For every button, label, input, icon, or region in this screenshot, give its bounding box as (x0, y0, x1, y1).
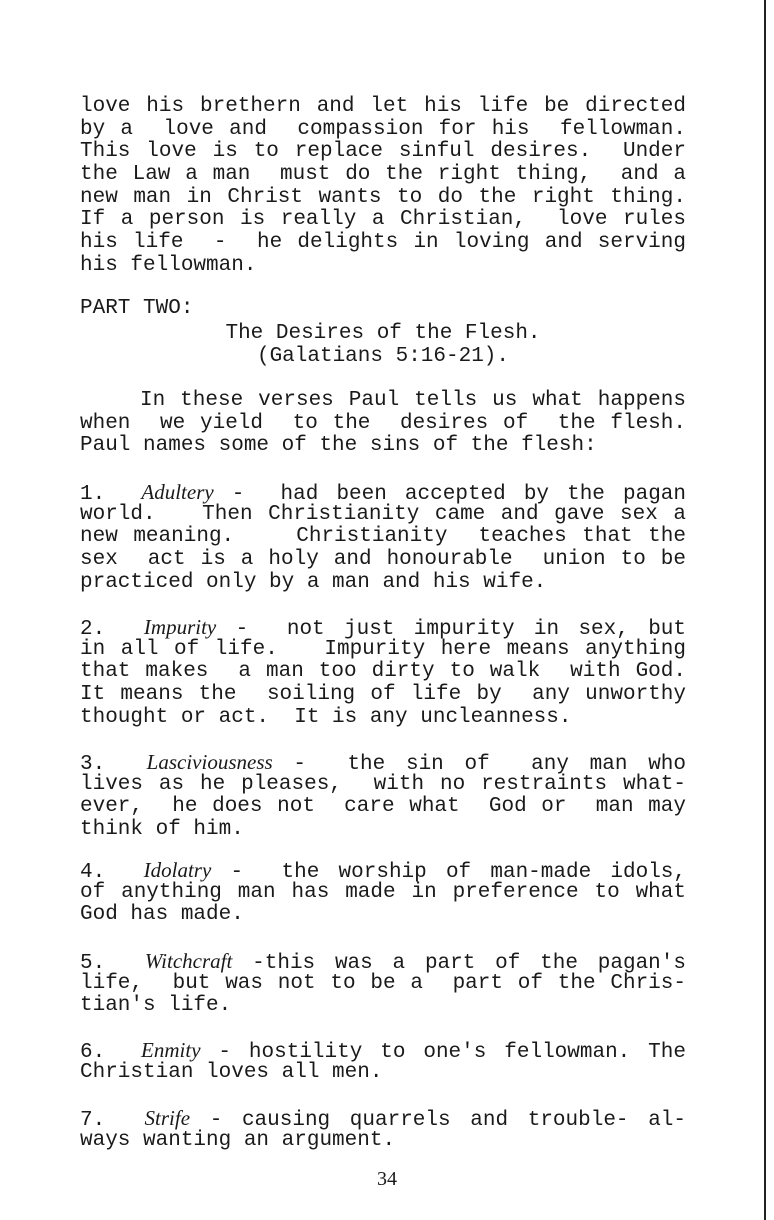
item-text: - causing quarrels and trouble- al- (209, 1109, 686, 1132)
text-line: new man in Christ wants to do the right thing. (80, 185, 686, 209)
item-term: Idolatry (143, 858, 212, 882)
text-line: his fellowman. (80, 253, 257, 277)
item-text: - hostility to one's fellowman. The (218, 1041, 686, 1064)
text-line: the Law a man must do the right thing, and a (80, 163, 686, 187)
text-line: ways wanting an argument. (80, 1128, 396, 1152)
text-line: sex act is a holy and honourable union to be (80, 548, 686, 572)
item-number: 1. (80, 483, 106, 506)
page-edge (764, 0, 766, 1220)
item-first-line (80, 859, 686, 882)
list-item (80, 1107, 686, 1152)
item-text: - the worship of man-made idols, (230, 861, 686, 884)
text-line: It means the soiling of life by any unworthy (80, 683, 686, 707)
item-number: 2. (80, 618, 106, 641)
part-heading (80, 298, 686, 321)
text-line: of anything man has made in preference to what (80, 880, 686, 904)
item-term: Lasciviousness (146, 750, 273, 774)
page-number: 34 (377, 1168, 397, 1190)
lead-paragraph (80, 390, 686, 458)
text-line: when we yield to the desires of the flesh. (80, 411, 686, 435)
item-first-line (80, 1039, 686, 1062)
item-term: Impurity (143, 615, 217, 639)
item-text: - not just impurity in sex, but (235, 618, 686, 641)
item-term: Adultery (141, 480, 214, 504)
item-number: 5. (80, 952, 106, 975)
text-line: Paul names some of the sins of the flesh: (80, 434, 597, 458)
item-term: Witchcraft (144, 949, 233, 973)
text-line: ever, he does not care what God or man may (80, 795, 686, 819)
text-line: new meaning. Christianity teaches that the (80, 525, 686, 549)
text-line: lives as he pleases, with no restraints what- (80, 772, 686, 796)
text-line: tian's life. (80, 994, 232, 1018)
item-number: 6. (80, 1041, 106, 1064)
item-number: 7. (80, 1109, 106, 1132)
text-line: God has made. (80, 903, 244, 927)
text-line: love his brethern and let his life be directed (80, 95, 686, 118)
list-item (80, 1039, 686, 1084)
list-item (80, 481, 686, 594)
text-line: life, but was not to be a part of the Chris- (80, 971, 686, 995)
item-number: 4. (80, 861, 106, 884)
item-first-line (80, 950, 686, 973)
text-line: This love is to replace sinful desires. Under (80, 140, 686, 164)
item-number: 3. (80, 753, 106, 776)
text-line: practiced only by a man and his wife. (80, 570, 547, 594)
list-item (80, 859, 686, 927)
text-line: by a love and compassion for his fellowman. (80, 117, 686, 141)
item-first-line (80, 616, 686, 639)
intro-paragraph (80, 96, 686, 278)
item-term: Enmity (141, 1038, 201, 1062)
text-line: world. Then Christianity came and gave sex a (80, 502, 686, 526)
text-line: thought or act. It is any uncleanness. (80, 705, 572, 729)
section-heading (80, 323, 686, 368)
list-item (80, 616, 686, 729)
part-heading-text: PART TWO: (80, 297, 194, 320)
item-text: - had been accepted by the pagan (231, 483, 687, 506)
item-first-line (80, 751, 686, 774)
item-text: - the sin of any man who (293, 753, 687, 776)
text-line: In these verses Paul tells us what happens (80, 389, 686, 412)
text-line: If a person is really a Christian, love rules (80, 208, 686, 232)
list-item (80, 950, 686, 1018)
item-first-line (80, 1107, 686, 1130)
text-line: that makes a man too dirty to walk with God. (80, 660, 686, 684)
section-title: The Desires of the Flesh. (225, 322, 541, 345)
item-term: Strife (144, 1106, 191, 1130)
text-line: in all of life. Impurity here means anything (80, 637, 686, 661)
list-item (80, 751, 686, 842)
section-reference: (Galatians 5:16-21). (256, 344, 510, 368)
text-line: Christian loves all men. (80, 1060, 383, 1084)
item-first-line (80, 481, 686, 504)
item-text: -this was a part of the pagan's (252, 952, 686, 975)
text-line: think of him. (80, 818, 244, 842)
text-line: his life - he delights in loving and serving (80, 231, 686, 255)
